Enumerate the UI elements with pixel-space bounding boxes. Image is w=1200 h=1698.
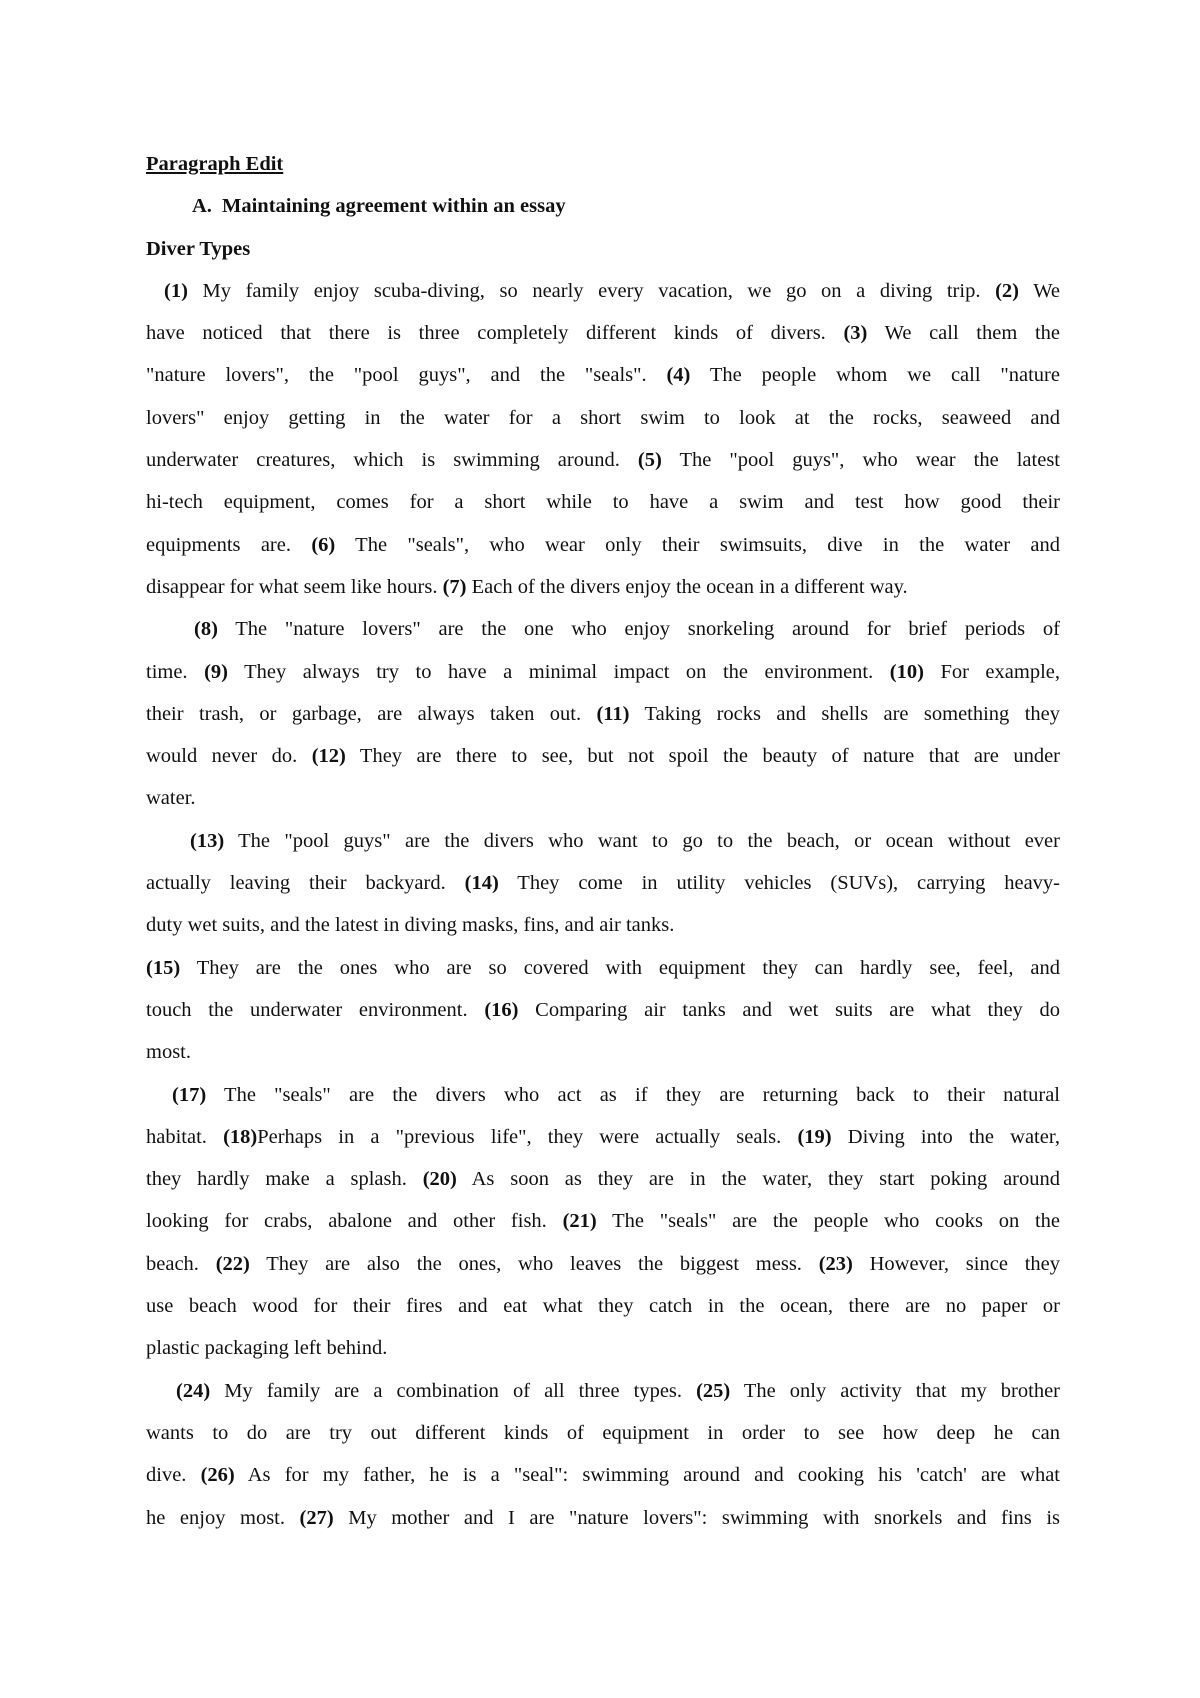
sentence-text: The "seals" are the people who cooks on the xyxy=(596,1210,1060,1233)
sentence-number: (26) xyxy=(200,1464,235,1487)
text-line xyxy=(146,1412,1060,1454)
sentence-text: he enjoy most. xyxy=(146,1506,300,1529)
text-line xyxy=(146,820,1060,862)
sentence-number: (3) xyxy=(843,322,868,345)
sentence-text: actually leaving their backyard. xyxy=(146,872,465,895)
sentence-number: (18) xyxy=(223,1125,258,1148)
sentence-text: use beach wood for their fires and eat what they catch in the ocean, there are no paper or xyxy=(146,1295,1060,1318)
sentence-number: (19) xyxy=(797,1125,832,1148)
sentence-text: beach. xyxy=(146,1252,216,1275)
text-line xyxy=(146,1031,1060,1073)
sentence-text: Perhaps in a "previous life", they were actually seals. xyxy=(257,1125,798,1148)
sentence-text: looking for crabs, abalone and other fish. xyxy=(146,1210,563,1233)
sentence-text: Diving into the water, xyxy=(831,1125,1060,1148)
sentence-text: plastic packaging left behind. xyxy=(146,1337,388,1360)
sentence-text: equipments are. xyxy=(146,533,312,556)
sentence-number: (21) xyxy=(562,1210,597,1233)
text-line xyxy=(146,566,1060,608)
sentence-text: water. xyxy=(146,787,196,810)
sentence-text: For example, xyxy=(923,660,1060,683)
sentence-text: dive. xyxy=(146,1464,201,1487)
sentence-text: Comparing air tanks and wet suits are what they do xyxy=(518,998,1060,1021)
sentence-number: (16) xyxy=(484,998,519,1021)
text-line xyxy=(146,524,1060,566)
sentence-text: have noticed that there is three completely different kinds of divers. xyxy=(146,322,844,345)
sentence-text: The people whom we call "nature xyxy=(690,364,1060,387)
sentence-text: The "seals" are the divers who act as if they are returning back to their natural xyxy=(206,1083,1060,1106)
sentence-text: They come in utility vehicles (SUVs), carrying heavy- xyxy=(498,872,1060,895)
sentence-text: The "pool guys", who wear the latest xyxy=(661,449,1060,472)
sentence-number: (24) xyxy=(176,1379,211,1402)
text-line xyxy=(146,693,1060,735)
sentence-text: My mother and I are "nature lovers": swimming with snorkels and fins is xyxy=(333,1506,1060,1529)
sentence-text: They are there to see, but not spoil the beauty of nature that are under xyxy=(345,745,1060,768)
sentence-text: They are the ones who are so covered with equipment they can hardly see, feel, and xyxy=(180,956,1060,979)
text-line xyxy=(146,904,1060,946)
text-line xyxy=(146,947,1060,989)
text-line xyxy=(146,1116,1060,1158)
sentence-text: As for my father, he is a "seal": swimming around and cooking his 'catch' are what xyxy=(234,1464,1060,1487)
sentence-text: Each of the divers enjoy the ocean in a different way. xyxy=(466,575,908,598)
sentence-number: (8) xyxy=(194,618,218,641)
sentence-number: (12) xyxy=(311,745,346,768)
sentence-text: The "seals", who wear only their swimsuits, dive in the water and xyxy=(335,533,1060,556)
section-title: Maintaining agreement within an essay xyxy=(222,195,566,218)
sentence-number: (25) xyxy=(696,1379,731,1402)
sentence-text: lovers" enjoy getting in the water for a short swim to look at the rocks, seaweed and xyxy=(146,406,1060,429)
text-line xyxy=(146,1370,1060,1412)
sentence-text: However, since they xyxy=(852,1252,1060,1275)
sentence-text: their trash, or garbage, are always taken out. xyxy=(146,702,597,725)
text-line xyxy=(146,862,1060,904)
sentence-number: (2) xyxy=(995,279,1019,302)
sentence-text: Taking rocks and shells are something they xyxy=(629,702,1060,725)
sentence-text: time. xyxy=(146,660,205,683)
text-line xyxy=(146,735,1060,777)
text-line xyxy=(146,1454,1060,1496)
sentence-text: The "pool guys" are the divers who want to go to the beach, or ocean without ever xyxy=(224,829,1060,852)
text-line xyxy=(146,1074,1060,1116)
sentence-text: would never do. xyxy=(146,745,312,768)
text-line xyxy=(146,777,1060,819)
document-title: Paragraph Edit xyxy=(146,153,284,175)
sentence-text: disappear for what seem like hours. xyxy=(146,575,443,598)
sentence-text: duty wet suits, and the latest in diving masks, fins, and air tanks. xyxy=(146,914,675,937)
sentence-text: "nature lovers", the "pool guys", and the "seals". xyxy=(146,364,667,387)
sentence-number: (13) xyxy=(190,829,225,852)
text-line xyxy=(146,651,1060,693)
text-line xyxy=(146,481,1060,523)
text-line xyxy=(146,354,1060,396)
sentence-text: most. xyxy=(146,1041,191,1064)
sentence-number: (6) xyxy=(311,533,336,556)
text-line xyxy=(146,1285,1060,1327)
sentence-number: (14) xyxy=(464,872,499,895)
text-line xyxy=(146,1327,1060,1369)
sentence-number: (15) xyxy=(146,956,181,979)
sentence-number: (27) xyxy=(299,1506,334,1529)
sentence-number: (17) xyxy=(172,1083,207,1106)
sentence-text: The only activity that my brother xyxy=(730,1379,1060,1402)
text-line xyxy=(146,1243,1060,1285)
sentence-text: My family enjoy scuba-diving, so nearly every vacation, we go on a diving trip. xyxy=(187,279,996,302)
sentence-number: (11) xyxy=(596,702,630,725)
sentence-text: wants to do are try out different kinds of equipment in order to see how deep he can xyxy=(146,1421,1060,1444)
sentence-text: As soon as they are in the water, they start poking around xyxy=(456,1168,1060,1191)
sentence-number: (22) xyxy=(215,1252,250,1275)
sentence-number: (1) xyxy=(164,279,188,302)
sentence-number: (4) xyxy=(666,364,691,387)
essay-title: Diver Types xyxy=(146,237,251,260)
sentence-number: (10) xyxy=(889,660,924,683)
sentence-number: (7) xyxy=(442,575,467,598)
text-line xyxy=(146,1158,1060,1200)
sentence-text: My family are a combination of all three types. xyxy=(210,1379,697,1402)
text-line xyxy=(146,439,1060,481)
section-heading xyxy=(146,185,1060,227)
sentence-number: (5) xyxy=(637,449,662,472)
sentence-text: They are also the ones, who leaves the biggest mess. xyxy=(249,1252,819,1275)
text-line xyxy=(146,608,1060,650)
text-line xyxy=(146,312,1060,354)
sentence-text: We xyxy=(1018,279,1060,302)
sentence-text: they hardly make a splash. xyxy=(146,1168,423,1191)
sentence-text: underwater creatures, which is swimming around. xyxy=(146,449,638,472)
text-line xyxy=(146,989,1060,1031)
section-marker: A. xyxy=(192,195,212,218)
sentence-text: hi-tech equipment, comes for a short while to have a swim and test how good their xyxy=(146,491,1060,514)
document-page xyxy=(146,143,1060,1539)
sentence-text: habitat. xyxy=(146,1125,224,1148)
text-line xyxy=(146,270,1060,312)
sentence-text: We call them the xyxy=(867,322,1060,345)
sentence-number: (20) xyxy=(422,1168,457,1191)
sentence-text: touch the underwater environment. xyxy=(146,998,485,1021)
essay-body xyxy=(146,270,1060,1539)
sentence-number: (23) xyxy=(818,1252,853,1275)
sentence-number: (9) xyxy=(204,660,228,683)
text-line xyxy=(146,1497,1060,1539)
text-line xyxy=(146,1200,1060,1242)
text-line xyxy=(146,397,1060,439)
sentence-text: They always try to have a minimal impact on the environment. xyxy=(227,660,890,683)
sentence-text: The "nature lovers" are the one who enjoy snorkeling around for brief periods of xyxy=(217,618,1060,641)
